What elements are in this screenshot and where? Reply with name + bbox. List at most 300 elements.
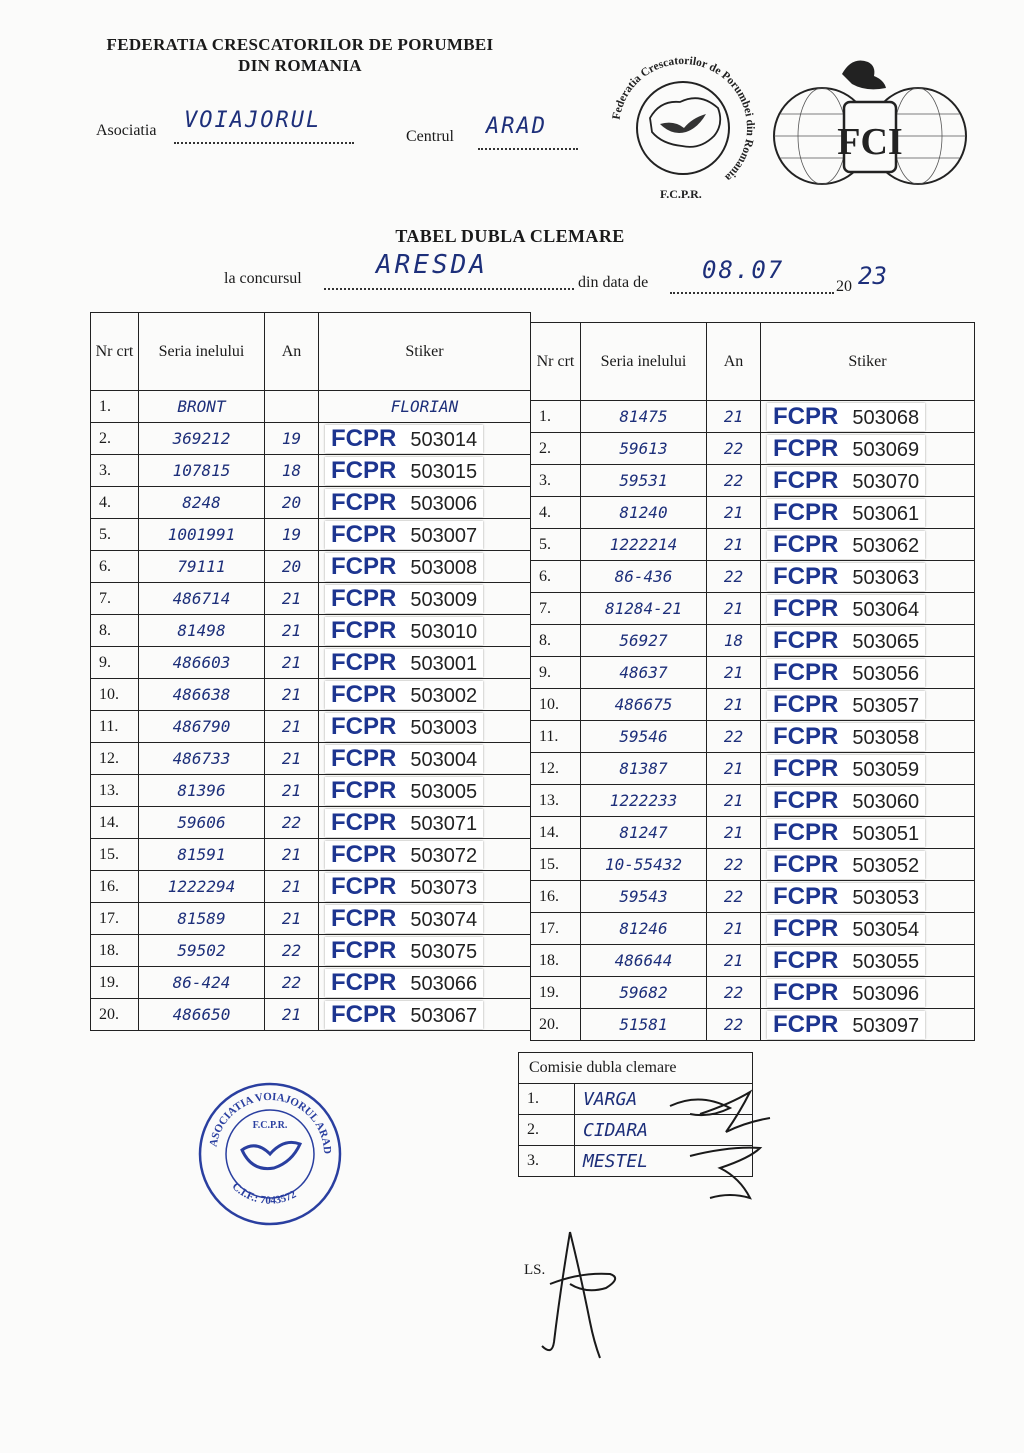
sticker-number: 503073 — [410, 876, 478, 899]
header-an: An — [707, 323, 761, 401]
ls-label: LS. — [524, 1262, 546, 1278]
table-row — [91, 551, 531, 583]
sticker-cell — [319, 519, 531, 551]
table-row — [531, 849, 975, 881]
table-row — [531, 625, 975, 657]
sticker-cell — [319, 807, 531, 839]
sticker-label — [767, 979, 925, 1007]
romania-map-icon — [650, 98, 720, 147]
ring-year: 22 — [707, 465, 761, 497]
sticker-number: 503058 — [852, 726, 920, 749]
ring-series: 10-55432 — [581, 849, 707, 881]
sticker-number: 503007 — [410, 524, 478, 547]
ring-series: 59613 — [581, 433, 707, 465]
table-row — [91, 967, 531, 999]
sticker-prefix: FCPR — [773, 626, 839, 654]
sticker-number: 503097 — [852, 1014, 920, 1037]
sticker-cell — [761, 1009, 975, 1041]
sticker-prefix: FCPR — [773, 978, 839, 1006]
sticker-number: 503009 — [410, 588, 478, 611]
stamp-dove-icon — [242, 1142, 300, 1168]
header-stiker: Stiker — [319, 313, 531, 391]
sticker-label — [325, 713, 483, 741]
ring-year: 20 — [265, 551, 319, 583]
sticker-number: 503053 — [852, 886, 920, 909]
sticker-number: 503003 — [410, 716, 478, 739]
ring-series: 59546 — [581, 721, 707, 753]
sticker-number: 503066 — [410, 972, 478, 995]
right-ring-table — [530, 322, 975, 1041]
table-row — [91, 871, 531, 903]
row-nr: 4. — [91, 487, 139, 519]
header-seria: Seria inelului — [581, 323, 707, 401]
sticker-prefix: FCPR — [773, 946, 839, 974]
sticker-cell — [761, 561, 975, 593]
sticker-number: 503052 — [852, 854, 920, 877]
row-nr: 6. — [91, 551, 139, 583]
association-stamp — [196, 1080, 344, 1228]
row-nr: 20. — [91, 999, 139, 1031]
ring-series: 486790 — [139, 711, 265, 743]
ring-year: 21 — [707, 529, 761, 561]
row-nr: 3. — [531, 465, 581, 497]
row-nr: 11. — [531, 721, 581, 753]
commission-name: VARGA — [575, 1084, 753, 1115]
row-nr: 14. — [531, 817, 581, 849]
asociatia-value: VOIAJORUL — [184, 108, 322, 133]
sticker-cell — [319, 455, 531, 487]
header-nr-crt: Nr crt — [531, 323, 581, 401]
sticker-cell — [761, 785, 975, 817]
sticker-prefix: FCPR — [773, 818, 839, 846]
sticker-label — [325, 489, 483, 517]
asociatia-label: Asociatia — [96, 122, 157, 139]
ring-series: 81589 — [139, 903, 265, 935]
sticker-number: 503067 — [410, 1004, 478, 1027]
federation-title-line2: DIN ROMANIA — [238, 56, 362, 75]
ring-year: 21 — [265, 583, 319, 615]
sticker-prefix: FCPR — [773, 466, 839, 494]
sticker-label — [767, 563, 925, 591]
row-nr: 10. — [531, 689, 581, 721]
sticker-prefix: FCPR — [773, 498, 839, 526]
table-row — [531, 977, 975, 1009]
ring-series: 81240 — [581, 497, 707, 529]
ring-year: 21 — [265, 711, 319, 743]
sticker-number: 503004 — [410, 748, 478, 771]
row-nr: 15. — [531, 849, 581, 881]
sticker-label — [325, 937, 483, 965]
commission-signatures — [660, 1086, 820, 1206]
sticker-number: 503063 — [852, 566, 920, 589]
row-nr: 1. — [531, 401, 581, 433]
date-label: din data de — [578, 274, 649, 291]
row-nr: 8. — [531, 625, 581, 657]
year-prefix: 20 — [836, 278, 852, 295]
sticker-number: 503071 — [410, 812, 478, 835]
ring-series: 81246 — [581, 913, 707, 945]
ring-year: 22 — [265, 807, 319, 839]
table-row — [531, 753, 975, 785]
row-nr: 20. — [531, 1009, 581, 1041]
sticker-number: 503070 — [852, 470, 920, 493]
sticker-prefix: FCPR — [773, 434, 839, 462]
federation-title — [60, 34, 540, 76]
table-row — [91, 455, 531, 487]
sticker-cell — [761, 913, 975, 945]
sticker-label — [767, 787, 925, 815]
sticker-cell — [761, 593, 975, 625]
ring-series: 81396 — [139, 775, 265, 807]
table-row — [531, 945, 975, 977]
sticker-number: 503005 — [410, 780, 478, 803]
sticker-number: 503074 — [410, 908, 478, 931]
ring-series: 486638 — [139, 679, 265, 711]
row-nr: 9. — [91, 647, 139, 679]
sticker-label — [325, 809, 483, 837]
sticker-label — [325, 553, 483, 581]
sticker-prefix: FCPR — [331, 680, 397, 708]
sticker-label — [767, 947, 925, 975]
sticker-number: 503060 — [852, 790, 920, 813]
row-nr: 16. — [531, 881, 581, 913]
sticker-cell — [319, 583, 531, 615]
ring-year: 20 — [265, 487, 319, 519]
sticker-cell — [761, 657, 975, 689]
sticker-prefix: FCPR — [331, 552, 397, 580]
ring-series: 79111 — [139, 551, 265, 583]
table-row — [91, 487, 531, 519]
sticker-cell — [761, 881, 975, 913]
row-nr: 4. — [531, 497, 581, 529]
sticker-cell — [319, 935, 531, 967]
ring-series: 59502 — [139, 935, 265, 967]
sticker-cell — [761, 721, 975, 753]
commission-nr: 3. — [519, 1146, 575, 1177]
ring-series: 1222294 — [139, 871, 265, 903]
row-nr: 2. — [531, 433, 581, 465]
ring-year: 22 — [707, 977, 761, 1009]
left-ring-table — [90, 312, 531, 1031]
ring-series: 1222214 — [581, 529, 707, 561]
table-row — [531, 497, 975, 529]
table-row — [91, 935, 531, 967]
sticker-cell — [319, 679, 531, 711]
sticker-prefix: FCPR — [331, 968, 397, 996]
ring-year: 21 — [707, 401, 761, 433]
row-nr: 5. — [91, 519, 139, 551]
row-nr: 14. — [91, 807, 139, 839]
sticker-number: 503056 — [852, 662, 920, 685]
row-nr: 19. — [91, 967, 139, 999]
date-value: 08.07 — [702, 256, 785, 284]
sticker-number: 503002 — [410, 684, 478, 707]
header-an: An — [265, 313, 319, 391]
table-row — [91, 519, 531, 551]
row-nr: 1. — [91, 391, 139, 423]
pigeon-icon — [842, 61, 886, 90]
ring-series: 81387 — [581, 753, 707, 785]
sticker-label — [767, 1011, 925, 1039]
sticker-label — [325, 841, 483, 869]
ring-year: 21 — [707, 785, 761, 817]
table-row — [531, 817, 975, 849]
sticker-label — [767, 531, 925, 559]
table-row — [91, 423, 531, 455]
fcpr-abbr: F.C.P.R. — [660, 187, 702, 201]
sticker-label — [767, 851, 925, 879]
ring-series: 59606 — [139, 807, 265, 839]
ring-year: 19 — [265, 423, 319, 455]
sticker-label — [325, 873, 483, 901]
sticker-prefix: FCPR — [773, 882, 839, 910]
ring-year: 22 — [265, 935, 319, 967]
ring-year — [265, 391, 319, 423]
table-row — [91, 839, 531, 871]
ring-series: BRONT — [139, 391, 265, 423]
sticker-prefix: FCPR — [331, 520, 397, 548]
table-row — [531, 401, 975, 433]
ring-year: 21 — [265, 903, 319, 935]
sticker-number: 503008 — [410, 556, 478, 579]
sticker-label — [767, 659, 925, 687]
sticker-number: 503069 — [852, 438, 920, 461]
ring-series: 81498 — [139, 615, 265, 647]
header-nr-crt: Nr crt — [91, 313, 139, 391]
ring-series: 51581 — [581, 1009, 707, 1041]
row-nr: 10. — [91, 679, 139, 711]
sticker-number: 503065 — [852, 630, 920, 653]
svg-text:Federatia Crescatorilor de Por — [611, 55, 757, 184]
stamp-cif: C.I.F.: 7043572 — [229, 1180, 299, 1207]
table-row — [91, 615, 531, 647]
sticker-number: 503057 — [852, 694, 920, 717]
ring-year: 21 — [707, 817, 761, 849]
sticker-prefix: FCPR — [331, 936, 397, 964]
ring-year: 22 — [265, 967, 319, 999]
ring-series: 486675 — [581, 689, 707, 721]
ls-signature — [530, 1222, 630, 1372]
row-nr: 5. — [531, 529, 581, 561]
sticker-prefix: FCPR — [773, 722, 839, 750]
table-title: TABEL DUBLA CLEMARE — [395, 226, 625, 246]
row-nr: 9. — [531, 657, 581, 689]
sticker-cell — [319, 999, 531, 1031]
sticker-label — [325, 905, 483, 933]
sticker-cell — [761, 433, 975, 465]
row-nr: 17. — [531, 913, 581, 945]
ring-year: 22 — [707, 881, 761, 913]
table-row — [91, 647, 531, 679]
sticker-prefix: FCPR — [773, 914, 839, 942]
sticker-cell — [761, 529, 975, 561]
table-row — [91, 743, 531, 775]
sticker-cell — [761, 689, 975, 721]
sticker-cell — [761, 977, 975, 1009]
sticker-label — [325, 777, 483, 805]
row-nr: 18. — [91, 935, 139, 967]
sticker-prefix: FCPR — [773, 530, 839, 558]
sticker-cell — [319, 551, 531, 583]
fci-logo — [770, 54, 970, 194]
ring-series: 1001991 — [139, 519, 265, 551]
table-row — [91, 391, 531, 423]
sticker-label — [767, 499, 925, 527]
sticker-label — [767, 595, 925, 623]
ring-series: 8248 — [139, 487, 265, 519]
sticker-number: 503051 — [852, 822, 920, 845]
commission-title: Comisie dubla clemare — [519, 1053, 753, 1084]
row-nr: 8. — [91, 615, 139, 647]
row-nr: 6. — [531, 561, 581, 593]
sticker-cell — [319, 487, 531, 519]
row-nr: 17. — [91, 903, 139, 935]
row-nr: 12. — [531, 753, 581, 785]
table-row — [91, 999, 531, 1031]
svg-text:C.I.F.: 7043572 — [230, 1180, 299, 1206]
ring-year: 18 — [265, 455, 319, 487]
sticker-prefix: FCPR — [331, 648, 397, 676]
header-stiker: Stiker — [761, 323, 975, 401]
ring-year: 21 — [265, 679, 319, 711]
row-nr: 11. — [91, 711, 139, 743]
sticker-label — [325, 425, 483, 453]
sticker-number: 503001 — [410, 652, 478, 675]
table-row — [531, 529, 975, 561]
ring-year: 21 — [707, 689, 761, 721]
sticker-label — [767, 755, 925, 783]
row-nr: 7. — [531, 593, 581, 625]
sticker-label — [767, 403, 925, 431]
sticker-number: 503064 — [852, 598, 920, 621]
ring-series: 81284-21 — [581, 593, 707, 625]
sticker-cell — [761, 945, 975, 977]
ring-series: 86-424 — [139, 967, 265, 999]
row-nr: 19. — [531, 977, 581, 1009]
sticker-prefix: FCPR — [331, 488, 397, 516]
sticker-cell — [761, 817, 975, 849]
table-row — [91, 679, 531, 711]
sticker-cell — [319, 903, 531, 935]
sticker-prefix: FCPR — [331, 904, 397, 932]
sticker-number: 503014 — [410, 428, 478, 451]
ring-year: 21 — [707, 497, 761, 529]
sticker-number: 503054 — [852, 918, 920, 941]
sticker-cell — [761, 465, 975, 497]
sticker-prefix: FCPR — [331, 808, 397, 836]
table-row — [91, 807, 531, 839]
ring-year: 21 — [265, 775, 319, 807]
sticker-prefix: FCPR — [331, 616, 397, 644]
ring-series: 59543 — [581, 881, 707, 913]
sticker-prefix: FCPR — [773, 658, 839, 686]
commission-nr: 2. — [519, 1115, 575, 1146]
sticker-cell — [319, 871, 531, 903]
sticker-prefix: FCPR — [331, 584, 397, 612]
ring-year: 21 — [707, 913, 761, 945]
sticker-label — [325, 681, 483, 709]
table-row — [531, 433, 975, 465]
table-row — [531, 1009, 975, 1041]
table-row — [531, 913, 975, 945]
ring-year: 19 — [265, 519, 319, 551]
sticker-label — [325, 457, 483, 485]
table-row — [531, 689, 975, 721]
fci-text: FCI — [837, 121, 903, 163]
sticker-cell — [319, 423, 531, 455]
table-row — [531, 721, 975, 753]
ring-year: 21 — [265, 871, 319, 903]
fcpr-logo — [600, 48, 766, 208]
sticker-prefix: FCPR — [773, 402, 839, 430]
sticker-cell — [319, 839, 531, 871]
sticker-prefix: FCPR — [331, 776, 397, 804]
ring-year: 18 — [707, 625, 761, 657]
sticker-label — [767, 819, 925, 847]
sticker-cell — [761, 497, 975, 529]
table-row — [91, 583, 531, 615]
ring-series: 81247 — [581, 817, 707, 849]
sticker-label — [767, 723, 925, 751]
ring-year: 22 — [707, 561, 761, 593]
sticker-label — [325, 617, 483, 645]
sticker-label — [325, 585, 483, 613]
sticker-cell — [761, 849, 975, 881]
sticker-prefix: FCPR — [331, 712, 397, 740]
ring-series: 59531 — [581, 465, 707, 497]
sticker-number: 503062 — [852, 534, 920, 557]
header-seria: Seria inelului — [139, 313, 265, 391]
table-row — [531, 561, 975, 593]
sticker-label — [325, 969, 483, 997]
ring-year: 21 — [707, 593, 761, 625]
sticker-label — [325, 649, 483, 677]
ring-series: 486603 — [139, 647, 265, 679]
ring-year: 22 — [707, 433, 761, 465]
sticker-prefix: FCPR — [773, 850, 839, 878]
ring-year: 21 — [265, 647, 319, 679]
sticker-cell — [319, 743, 531, 775]
table-row — [91, 903, 531, 935]
row-nr: 16. — [91, 871, 139, 903]
row-nr: 13. — [531, 785, 581, 817]
ring-year: 22 — [707, 721, 761, 753]
table-row — [91, 711, 531, 743]
row-nr: 2. — [91, 423, 139, 455]
table-row — [91, 775, 531, 807]
sticker-cell — [761, 625, 975, 657]
sticker-label — [767, 435, 925, 463]
ring-year: 21 — [265, 743, 319, 775]
sticker-cell: FLORIAN — [319, 391, 531, 423]
ring-year: 21 — [707, 753, 761, 785]
centrul-value: ARAD — [486, 114, 547, 139]
commission-nr: 1. — [519, 1084, 575, 1115]
stamp-ring-text: ASOCIATIA VOIAJORUL ARAD — [207, 1090, 334, 1155]
sticker-prefix: FCPR — [773, 786, 839, 814]
sticker-number: 503006 — [410, 492, 478, 515]
sticker-number: 503015 — [410, 460, 478, 483]
sticker-label — [767, 883, 925, 911]
row-nr: 13. — [91, 775, 139, 807]
ring-series: 86-436 — [581, 561, 707, 593]
sticker-prefix: FCPR — [331, 1000, 397, 1028]
sticker-cell — [761, 401, 975, 433]
ring-series: 369212 — [139, 423, 265, 455]
centrul-label: Centrul — [406, 128, 454, 145]
sticker-number: 503096 — [852, 982, 920, 1005]
sticker-label — [767, 467, 925, 495]
